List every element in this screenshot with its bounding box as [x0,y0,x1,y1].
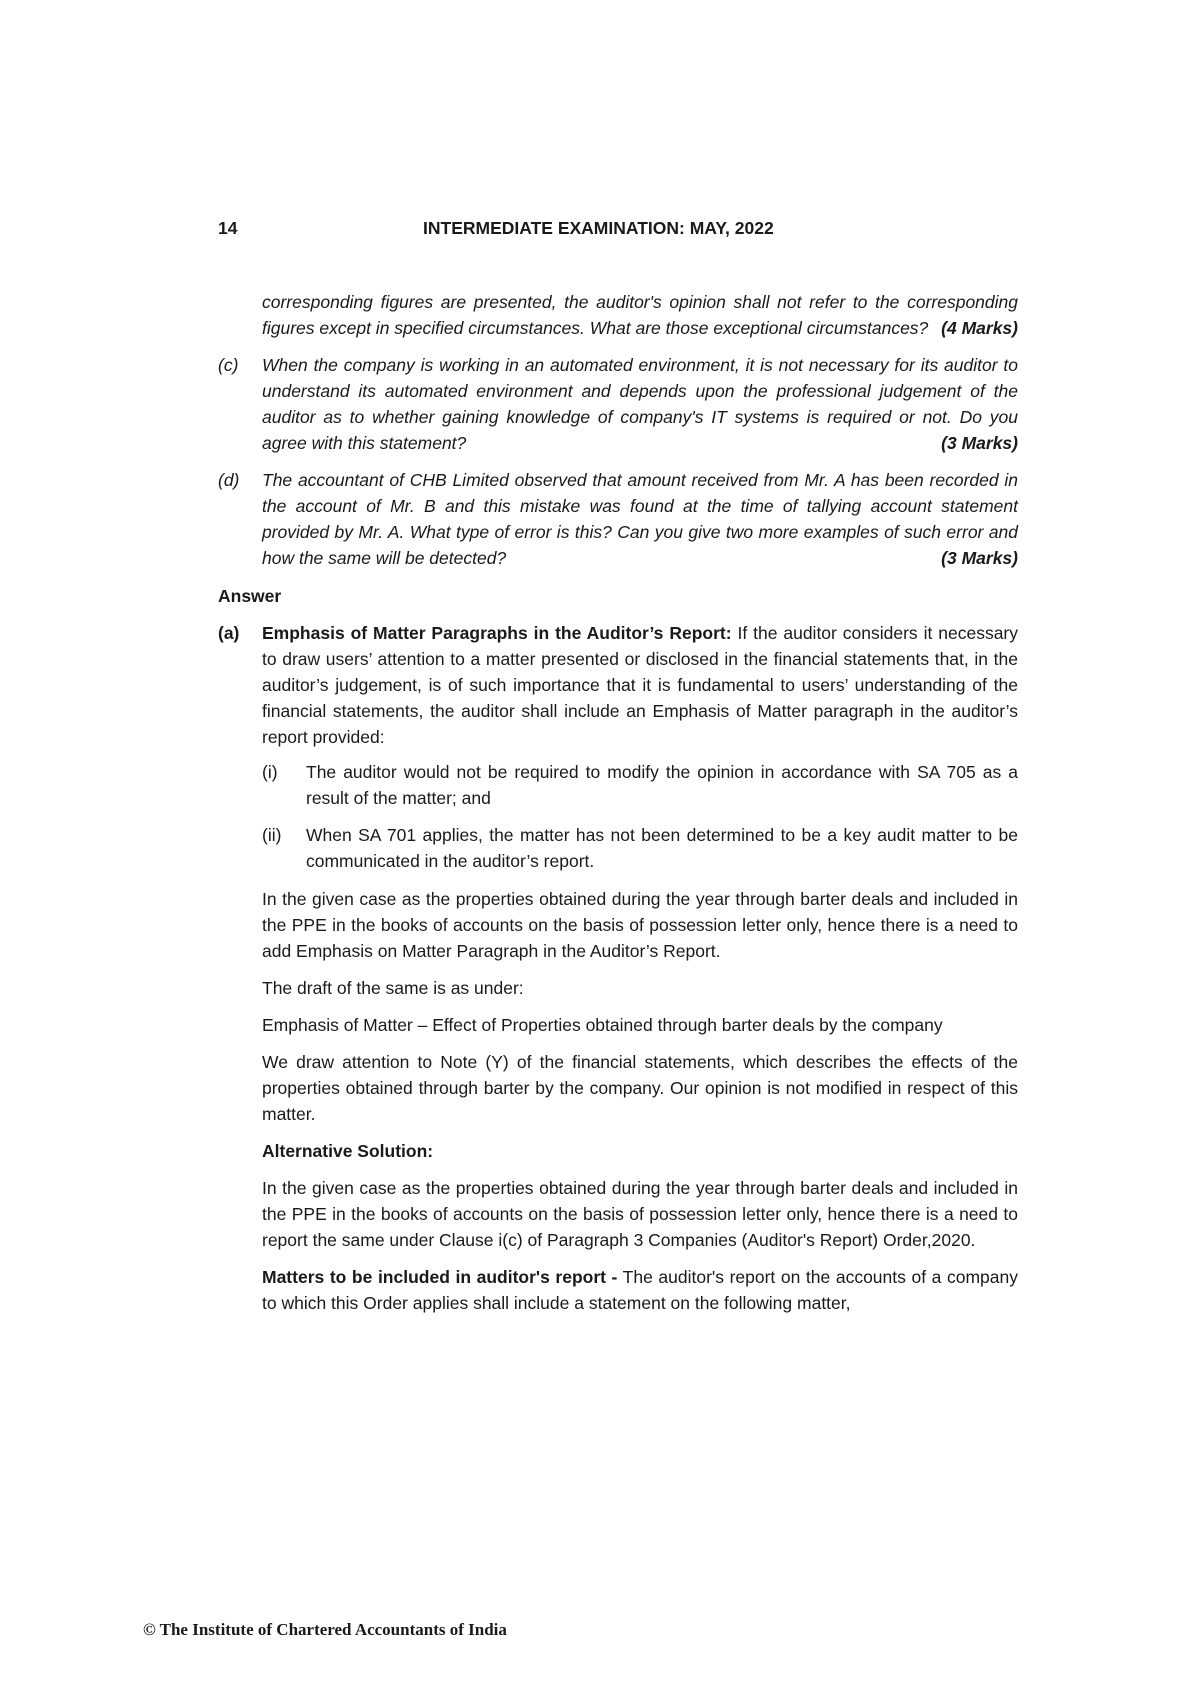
question-c-text: When the company is working in an automated environment, it is not necessary for its auditor to understand its automated environment and depends upon the professional judgement of the auditor as to whether gaining knowledge of company's IT systems is required or not. Do you agree with this statement? [262,355,1018,453]
answer-a-item-i [218,759,1018,811]
page-number: 14 [218,218,238,238]
copyright-footer: © The Institute of Chartered Accountants of India [143,1620,507,1639]
page-title: INTERMEDIATE EXAMINATION: MAY, 2022 [423,218,774,238]
item-ii-label: (ii) [262,825,282,845]
page-header [218,218,1018,244]
paragraph-draw-attention: We draw attention to Note (Y) of the financial statements, which describes the effects of the properties obtained through barter by the company. Our opinion is not modified in respect of this matter. [262,1052,1018,1124]
paragraph-draft-intro: The draft of the same is as under: [262,978,524,998]
question-b-continued [218,289,1018,341]
question-c-label: (c) [218,355,239,375]
matters-text: The auditor's report on the accounts of a company to which this Order applies shall include a statement on the following matter, [262,1267,1018,1313]
paragraph-caro-clause: In the given case as the properties obtained during the year through barter deals and included in the PPE in the books of accounts on the basis of possession letter only, hence there is a need to report the same under Clause i(c) of Paragraph 3 Companies (Auditor's Report) Order,2020. [262,1178,1018,1250]
paragraph-barter-case: In the given case as the properties obtained during the year through barter deals and included in the PPE in the books of accounts on the basis of possession letter only, hence there is a need to add Emphasis on Matter Paragraph in the Auditor’s Report. [262,889,1018,961]
matters-heading: Matters to be included in auditor's report - [262,1267,618,1287]
question-c-marks: (3 Marks) [941,433,1018,453]
question-d-text: The accountant of CHB Limited observed that amount received from Mr. A has been recorded in the account of Mr. B and this mistake was found at the time of tallying account statement provided by Mr. A. What type of error is this? Can you give two more examples of such error and how the same will be detected? [262,470,1018,568]
answer-heading: Answer [218,586,282,606]
alternative-solution-heading: Alternative Solution: [262,1141,434,1161]
answer-a-item-ii [218,822,1018,874]
question-b-text: corresponding figures are presented, the auditor's opinion shall not refer to the corresponding figures except in specified circumstances. What are those exceptional circumstances? [262,292,1018,338]
answer-a-title: Emphasis of Matter Paragraphs in the Auditor’s Report: [262,623,732,643]
item-i-label: (i) [262,762,278,782]
question-d [218,467,1018,571]
question-c [218,352,1018,456]
paragraph-emphasis-title: Emphasis of Matter – Effect of Properties obtained through barter deals by the company [262,1015,943,1035]
page-content [218,289,1018,1316]
paragraph-matters-included [262,1264,1018,1316]
item-i-text: The auditor would not be required to modify the opinion in accordance with SA 705 as a result of the matter; and [306,762,1018,808]
item-ii-text: When SA 701 applies, the matter has not been determined to be a key audit matter to be communicated in the auditor’s report. [306,825,1018,871]
question-b-marks: (4 Marks) [941,318,1018,338]
answer-a-intro: If the auditor considers it necessary to draw users’ attention to a matter presented or disclosed in the financial statements that, in the auditor’s judgement, is of such importance that it is fundamental to users’ understanding of the financial statements, the auditor shall include an Emphasis of Matter paragraph in the auditor’s report provided: [262,623,1019,747]
question-d-marks: (3 Marks) [941,548,1018,568]
question-d-label: (d) [218,470,240,490]
answer-a-label: (a) [218,623,240,643]
answer-a [218,620,1018,750]
